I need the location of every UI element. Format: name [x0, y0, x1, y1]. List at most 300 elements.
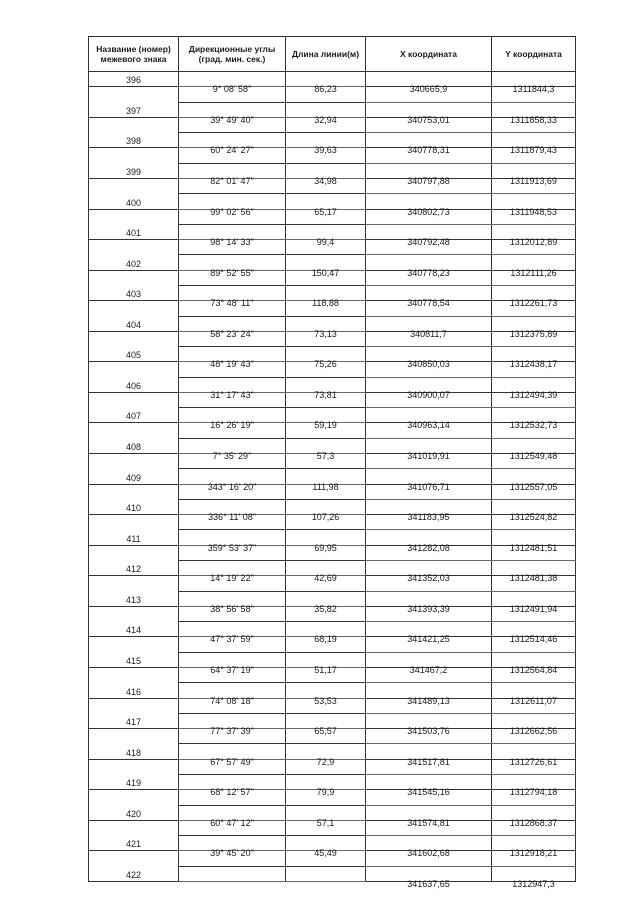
angle-cell [179, 408, 286, 431]
directional-angle: 343° 16' 20" [207, 481, 257, 492]
y-coordinate-cell [492, 774, 576, 798]
y-coordinate: 1312947,3 [512, 878, 555, 889]
x-coordinate-cell [366, 102, 492, 125]
y-coordinate-cell [492, 72, 576, 95]
angle-cell [179, 622, 286, 645]
table-row [89, 652, 576, 667]
y-coordinate-cell [492, 713, 576, 737]
x-coordinate-cell [366, 133, 492, 156]
length-cell [286, 866, 366, 881]
x-coordinate-cell [366, 377, 492, 400]
y-coordinate-cell [492, 133, 576, 156]
y-coordinate-cell [492, 530, 576, 553]
directional-angle: 39° 49' 40" [210, 114, 254, 125]
header-y-coordinate: Y координата [492, 37, 576, 72]
y-coordinate: 1312662,56 [509, 726, 558, 737]
angle-cell [179, 744, 286, 767]
y-coordinate: 1312438,17 [509, 359, 558, 370]
line-length: 59,19 [314, 420, 337, 431]
length-cell [286, 561, 366, 584]
directional-angle: 89° 52' 55" [210, 267, 254, 278]
y-coordinate-cell [492, 347, 576, 370]
y-coordinate: 1312524,82 [509, 512, 558, 523]
directional-angle: 47° 37' 59" [210, 634, 254, 645]
x-coordinate-cell [366, 347, 492, 370]
table-row [89, 805, 576, 820]
point-name: 402 [125, 258, 142, 269]
y-coordinate: 1311948,53 [510, 206, 557, 217]
angle-cell [179, 530, 286, 553]
point-name-cell [89, 285, 179, 300]
x-coordinate: 340850,03 [407, 359, 450, 370]
length-cell [286, 102, 366, 125]
point-name: 403 [125, 289, 142, 300]
length-cell [286, 530, 366, 553]
point-name: 408 [125, 442, 142, 453]
table-row [89, 408, 576, 423]
directional-angle: 60° 47' 12" [210, 817, 254, 828]
table-row [89, 713, 576, 728]
point-name: 413 [125, 594, 142, 605]
point-name: 419 [125, 778, 142, 789]
x-coordinate-cell [366, 499, 492, 523]
directional-angle: 31° 17' 43" [210, 389, 254, 400]
x-coordinate: 341421,25 [407, 634, 450, 645]
y-coordinate: 1311879,43 [510, 145, 557, 156]
point-name: 411 [126, 533, 141, 544]
y-coordinate-cell [492, 194, 576, 217]
length-cell [286, 133, 366, 156]
table-row [89, 530, 576, 545]
directional-angle: 82° 01' 47" [210, 175, 254, 186]
point-name-cell [89, 163, 179, 178]
line-length: 65,17 [314, 206, 337, 217]
x-coordinate-cell [366, 316, 492, 339]
angle-cell [179, 713, 286, 737]
line-length: 99,4 [316, 237, 335, 248]
point-name-cell [89, 408, 179, 423]
table-header-row [89, 37, 576, 72]
x-coordinate-cell [366, 285, 492, 309]
point-name-cell [89, 347, 179, 362]
x-coordinate-cell [366, 408, 492, 431]
line-length: 150,47 [311, 267, 340, 278]
angle-cell [179, 72, 286, 95]
length-cell [286, 347, 366, 370]
x-coordinate: 341183,95 [407, 512, 450, 523]
x-coordinate-cell [366, 438, 492, 462]
directional-angle: 16° 26' 19" [210, 420, 254, 431]
y-coordinate: 1312012,89 [509, 237, 558, 248]
point-name: 401 [125, 228, 142, 239]
point-name-cell [89, 194, 179, 209]
x-coordinate: 340778,31 [407, 145, 450, 156]
x-coordinate: 340963,14 [407, 420, 450, 431]
point-name: 414 [125, 625, 142, 636]
length-cell [286, 622, 366, 645]
length-cell [286, 194, 366, 217]
directional-angle: 74° 08' 18" [210, 695, 254, 706]
point-name: 420 [125, 808, 142, 819]
line-length: 57,1 [316, 817, 335, 828]
point-name-cell [89, 438, 179, 453]
x-coordinate-cell [366, 836, 492, 859]
x-coordinate: 341574,81 [407, 817, 450, 828]
x-coordinate: 341019,91 [407, 451, 450, 462]
table-row [89, 469, 576, 484]
x-coordinate: 341467,2 [409, 664, 448, 675]
angle-cell [179, 438, 286, 462]
header-point-name: Название (номер) межевого знака [89, 37, 179, 72]
directional-angle: 60° 24' 27" [210, 145, 254, 156]
point-name-cell [89, 713, 179, 728]
header-x-coordinate: X координата [366, 37, 492, 72]
y-coordinate-cell [492, 622, 576, 645]
line-length: 42,69 [314, 573, 337, 584]
y-coordinate-cell [492, 836, 576, 859]
y-coordinate: 1311844,3 [512, 84, 555, 95]
angle-cell [179, 836, 286, 859]
directional-angle: 336° 11' 08" [208, 512, 256, 523]
angle-cell [179, 499, 286, 523]
y-coordinate: 1312481,38 [509, 573, 558, 584]
x-coordinate: 340811,7 [410, 328, 447, 339]
line-length: 86,23 [314, 84, 337, 95]
table-row [89, 133, 576, 148]
line-length: 35,82 [314, 603, 337, 614]
directional-angle: 38° 56' 58" [210, 603, 254, 614]
directional-angle: 77° 37' 39" [210, 726, 254, 737]
line-length: 45,49 [314, 848, 337, 859]
point-name-cell [89, 561, 179, 576]
x-coordinate-cell [366, 866, 492, 889]
y-coordinate-cell [492, 591, 576, 614]
angle-cell [179, 194, 286, 217]
length-cell [286, 774, 366, 798]
point-name: 396 [125, 75, 142, 86]
x-coordinate: 340665,9 [409, 84, 448, 95]
header-directional-angles: Дирекционные углы (град. мин. сек.) [179, 37, 286, 72]
y-coordinate: 1312491,94 [509, 603, 558, 614]
point-name: 399 [125, 166, 142, 177]
x-coordinate: 340792,48 [407, 237, 450, 248]
y-coordinate-cell [492, 163, 576, 186]
length-cell [286, 316, 366, 339]
x-coordinate-cell [366, 622, 492, 645]
length-cell [286, 744, 366, 767]
table-row [89, 255, 576, 270]
x-coordinate: 340778,23 [407, 267, 450, 278]
point-name-cell [89, 866, 179, 881]
point-name-cell [89, 255, 179, 270]
y-coordinate-cell [492, 683, 576, 706]
directional-angle: 67° 57' 49" [210, 756, 254, 767]
x-coordinate-cell [366, 713, 492, 737]
y-coordinate-cell [492, 102, 576, 125]
y-coordinate-cell [492, 438, 576, 462]
y-coordinate: 1312111,26 [510, 267, 557, 278]
y-coordinate: 1311913,69 [510, 175, 557, 186]
x-coordinate: 341517,81 [407, 756, 450, 767]
directional-angle: 48° 19' 43" [210, 359, 254, 370]
y-coordinate-cell [492, 499, 576, 523]
point-name: 416 [125, 686, 142, 697]
point-name-cell [89, 224, 179, 239]
point-name-cell [89, 774, 179, 789]
length-cell [286, 469, 366, 492]
angle-cell [179, 683, 286, 706]
y-coordinate: 1312557,05 [509, 481, 558, 492]
y-coordinate-cell [492, 561, 576, 584]
x-coordinate-cell [366, 194, 492, 217]
angle-cell [179, 866, 286, 881]
x-coordinate-cell [366, 591, 492, 614]
length-cell [286, 438, 366, 462]
directional-angle: 68° 12' 57" [210, 787, 254, 798]
line-length: 32,94 [314, 114, 337, 125]
angle-cell [179, 224, 286, 248]
line-length: 73,13 [314, 328, 337, 339]
point-name: 407 [125, 411, 142, 422]
point-name-cell [89, 744, 179, 759]
x-coordinate-cell [366, 224, 492, 248]
y-coordinate-cell [492, 377, 576, 400]
x-coordinate-cell [366, 255, 492, 278]
y-coordinate: 1312261,73 [509, 298, 558, 309]
point-name-cell [89, 805, 179, 820]
length-cell [286, 499, 366, 523]
line-length: 39,63 [314, 145, 337, 156]
directional-angle: 7° 35' 29" [212, 451, 252, 462]
x-coordinate-cell [366, 469, 492, 492]
angle-cell [179, 285, 286, 309]
line-length: 107,26 [311, 512, 340, 523]
table-row [89, 744, 576, 759]
point-name: 417 [125, 717, 142, 728]
angle-cell [179, 347, 286, 370]
line-length: 69,95 [314, 542, 337, 553]
x-coordinate: 341489,13 [407, 695, 450, 706]
length-cell [286, 836, 366, 859]
table-row [89, 683, 576, 698]
y-coordinate: 1312918,21 [509, 848, 558, 859]
point-name-cell [89, 469, 179, 484]
y-coordinate: 1312611,07 [510, 695, 557, 706]
point-name-cell [89, 622, 179, 637]
y-coordinate: 1312375,89 [509, 328, 558, 339]
angle-cell [179, 591, 286, 614]
x-coordinate: 340900,07 [407, 389, 450, 400]
table-row [89, 285, 576, 300]
length-cell [286, 408, 366, 431]
point-name: 404 [125, 319, 142, 330]
point-name-cell [89, 102, 179, 117]
y-coordinate-cell [492, 652, 576, 675]
table-row [89, 316, 576, 331]
point-name-cell [89, 316, 179, 331]
table-row [89, 866, 576, 881]
table-row [89, 561, 576, 576]
y-coordinate: 1312514,46 [509, 634, 558, 645]
point-name-cell [89, 133, 179, 148]
x-coordinate: 340753,01 [407, 114, 450, 125]
directional-angle: 99° 02' 56" [210, 206, 254, 217]
angle-cell [179, 805, 286, 828]
line-length: 68,19 [314, 634, 337, 645]
angle-cell [179, 255, 286, 278]
point-name-cell [89, 377, 179, 392]
x-coordinate: 341076,71 [407, 481, 450, 492]
angle-cell [179, 652, 286, 675]
point-name: 409 [125, 472, 142, 483]
length-cell [286, 683, 366, 706]
y-coordinate-cell [492, 469, 576, 492]
angle-cell [179, 469, 286, 492]
x-coordinate: 341503,76 [407, 726, 450, 737]
line-length: 73,81 [314, 389, 337, 400]
point-name-cell [89, 652, 179, 667]
length-cell [286, 163, 366, 186]
length-cell [286, 713, 366, 737]
directional-angle: 64° 37' 19" [210, 664, 254, 675]
y-coordinate: 1312532,73 [509, 420, 558, 431]
line-length: 53,53 [314, 695, 337, 706]
point-name-cell [89, 591, 179, 606]
x-coordinate-cell [366, 744, 492, 767]
point-name: 406 [125, 380, 142, 391]
line-length: 75,26 [314, 359, 337, 370]
table-row [89, 438, 576, 453]
y-coordinate-cell [492, 285, 576, 309]
x-coordinate-cell [366, 163, 492, 186]
directional-angle: 73° 48' 11" [210, 298, 254, 309]
directional-angle: 58° 23' 24" [210, 328, 254, 339]
table-row [89, 102, 576, 117]
directional-angle: 98° 14' 33" [210, 237, 254, 248]
table-row [89, 377, 576, 392]
y-coordinate: 1312494,39 [509, 389, 558, 400]
length-cell [286, 805, 366, 828]
y-coordinate-cell [492, 805, 576, 828]
angle-cell [179, 102, 286, 125]
directional-angle: 39° 45' 20" [210, 848, 254, 859]
line-length: 111,98 [312, 481, 339, 492]
table-row [89, 836, 576, 851]
table-row [89, 72, 576, 87]
table-row [89, 224, 576, 239]
y-coordinate: 1312868,37 [509, 817, 558, 828]
point-name-cell [89, 836, 179, 851]
table-row [89, 499, 576, 514]
length-cell [286, 72, 366, 95]
y-coordinate-cell [492, 744, 576, 767]
point-name-cell [89, 72, 179, 87]
angle-cell [179, 163, 286, 186]
length-cell [286, 224, 366, 248]
y-coordinate: 1312481,51 [509, 542, 558, 553]
point-name: 397 [125, 105, 142, 116]
line-length: 51,17 [314, 664, 337, 675]
x-coordinate: 340778,54 [407, 298, 450, 309]
y-coordinate: 1312726,61 [509, 756, 558, 767]
angle-cell [179, 774, 286, 798]
length-cell [286, 377, 366, 400]
point-name: 415 [125, 655, 142, 666]
point-name-cell [89, 499, 179, 514]
table-row [89, 347, 576, 362]
x-coordinate: 340797,88 [407, 175, 450, 186]
y-coordinate-cell [492, 255, 576, 278]
y-coordinate-cell [492, 408, 576, 431]
length-cell [286, 255, 366, 278]
directional-angle: 14° 19' 22" [210, 573, 254, 584]
angle-cell [179, 316, 286, 339]
x-coordinate: 341545,16 [407, 787, 450, 798]
y-coordinate-cell [492, 224, 576, 248]
table-row [89, 622, 576, 637]
x-coordinate-cell [366, 561, 492, 584]
y-coordinate-cell [492, 866, 576, 889]
angle-cell [179, 133, 286, 156]
x-coordinate: 341637,65 [407, 878, 450, 889]
point-name: 422 [125, 869, 142, 880]
line-length: 118,88 [312, 298, 339, 309]
angle-cell [179, 377, 286, 400]
x-coordinate: 341602,68 [407, 848, 450, 859]
point-name: 398 [125, 136, 142, 147]
point-name: 405 [125, 350, 142, 361]
table-row [89, 163, 576, 178]
x-coordinate-cell [366, 530, 492, 553]
x-coordinate: 341393,39 [407, 603, 450, 614]
x-coordinate: 341282,08 [407, 542, 450, 553]
table-row [89, 194, 576, 209]
x-coordinate-cell [366, 652, 492, 675]
directional-angle: 9° 08' 58" [212, 84, 252, 95]
line-length: 57,3 [316, 451, 335, 462]
header-line-length: Длина линии(м) [286, 37, 366, 72]
x-coordinate-cell [366, 805, 492, 828]
line-length: 72,9 [316, 756, 335, 767]
x-coordinate-cell [366, 72, 492, 95]
point-name: 400 [125, 197, 142, 208]
x-coordinate: 340802,73 [407, 206, 450, 217]
length-cell [286, 652, 366, 675]
point-name: 421 [125, 839, 142, 850]
table-row [89, 591, 576, 606]
x-coordinate-cell [366, 774, 492, 798]
point-name-cell [89, 683, 179, 698]
y-coordinate-cell [492, 316, 576, 339]
point-name: 412 [125, 564, 142, 575]
y-coordinate: 1311858,33 [510, 114, 557, 125]
point-name: 418 [125, 747, 142, 758]
table-row [89, 774, 576, 789]
angle-cell [179, 561, 286, 584]
y-coordinate: 1312564,84 [509, 664, 558, 675]
boundary-points-table [88, 36, 576, 889]
survey-sheet [88, 36, 575, 889]
y-coordinate: 1312794,18 [509, 787, 558, 798]
x-coordinate-cell [366, 683, 492, 706]
y-coordinate: 1312549,48 [509, 451, 558, 462]
length-cell [286, 591, 366, 614]
point-name: 410 [125, 503, 142, 514]
line-length: 65,57 [314, 726, 337, 737]
line-length: 34,98 [314, 175, 337, 186]
x-coordinate: 341352,03 [407, 573, 450, 584]
point-name-cell [89, 530, 179, 545]
